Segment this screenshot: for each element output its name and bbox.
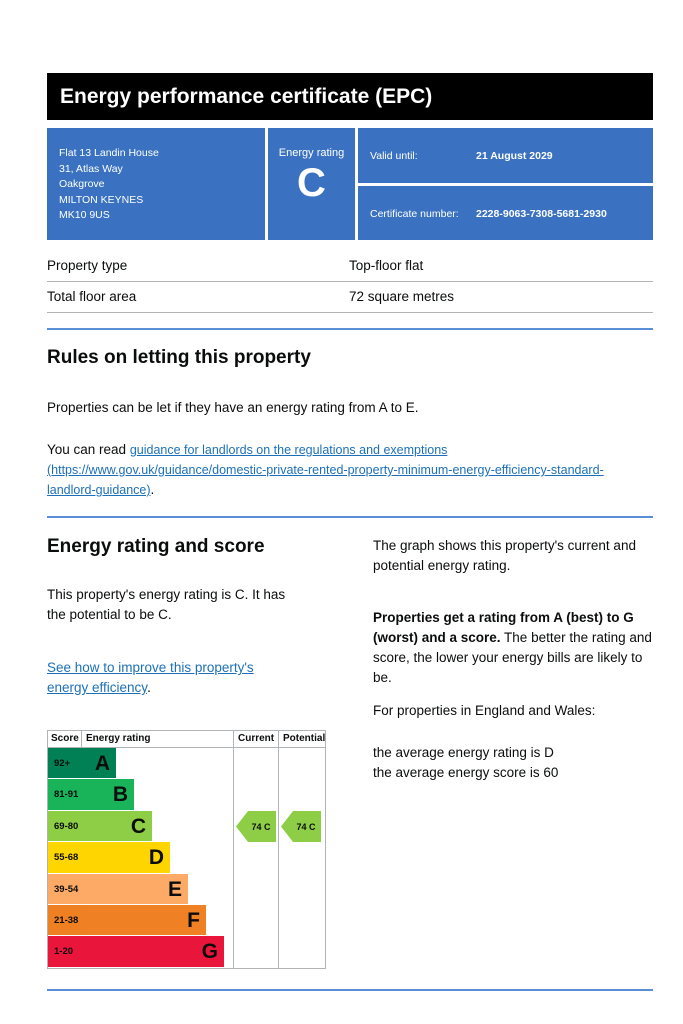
average-score-text: the average energy score is 60 bbox=[373, 765, 559, 780]
band-range: 81-91 bbox=[54, 789, 79, 801]
score-heading: Energy rating and score bbox=[47, 536, 265, 557]
page-title: Energy performance certificate (EPC) bbox=[47, 73, 653, 120]
band-range: 1-20 bbox=[54, 946, 74, 958]
potential-rating-arrow bbox=[281, 811, 321, 842]
band-range: 21-38 bbox=[54, 915, 79, 926]
rating-band-a bbox=[48, 748, 116, 778]
rating-band-e bbox=[48, 874, 188, 904]
band-letter: A bbox=[94, 752, 110, 775]
rating-band-f bbox=[48, 905, 206, 935]
chart-header-current: Current bbox=[238, 733, 275, 744]
rating-band-d bbox=[48, 842, 170, 872]
rating-explanation-bold: Properties get a rating from A (best) to G (worst) and a score. bbox=[373, 610, 634, 645]
chart-header-potential: Potential bbox=[283, 733, 326, 744]
chart-column-divider bbox=[233, 731, 234, 968]
chart-header-score: Score bbox=[51, 733, 79, 744]
guidance-prefix: You can read bbox=[47, 442, 130, 457]
rating-explanation-rest: The better the rating and score, the lower your energy bills are likely to be. bbox=[373, 630, 652, 685]
rules-heading: Rules on letting this property bbox=[47, 347, 311, 368]
rules-guidance-paragraph bbox=[47, 440, 637, 500]
property-type-row bbox=[47, 250, 653, 282]
band-letter: B bbox=[112, 783, 128, 807]
energy-rating-box bbox=[268, 128, 355, 240]
property-address bbox=[47, 128, 265, 240]
guidance-suffix: . bbox=[150, 482, 155, 497]
section-divider bbox=[47, 328, 653, 330]
floor-area-label: Total floor area bbox=[47, 289, 137, 304]
floor-area-row bbox=[47, 281, 653, 313]
valid-until-label: Valid until: bbox=[370, 150, 418, 162]
potential-arrow-label: 74 C bbox=[296, 821, 316, 832]
section-divider bbox=[47, 516, 653, 518]
rating-band-g bbox=[48, 936, 224, 966]
band-letter: C bbox=[130, 814, 146, 838]
address-line: MK10 9US bbox=[59, 209, 110, 221]
rating-band-c bbox=[48, 811, 152, 841]
graph-description: The graph shows this property's current and potential energy rating. bbox=[373, 538, 636, 573]
address-line: MILTON KEYNES bbox=[59, 193, 144, 206]
band-letter: E bbox=[167, 877, 182, 901]
section-divider bbox=[47, 989, 653, 991]
floor-area-value: 72 square metres bbox=[349, 289, 455, 304]
property-type-label: Property type bbox=[47, 258, 128, 273]
current-rating-arrow bbox=[236, 811, 276, 842]
improve-efficiency-link[interactable]: See how to improve this property's energy efficiency bbox=[47, 660, 254, 695]
rules-paragraph: Properties can be let if they have an energy rating from A to E. bbox=[47, 400, 419, 415]
band-letter: D bbox=[148, 846, 164, 870]
improve-suffix: . bbox=[147, 680, 151, 695]
chart-column-divider bbox=[81, 731, 82, 747]
certificate-number-box bbox=[358, 186, 653, 240]
chart-column-divider bbox=[278, 731, 279, 968]
chart-header-rating: Energy rating bbox=[86, 733, 151, 744]
energy-rating-label: Energy rating bbox=[278, 147, 345, 159]
band-range: 69-80 bbox=[54, 820, 79, 832]
rating-band-b bbox=[48, 779, 134, 809]
address-line: Flat 13 Landin House bbox=[59, 147, 159, 159]
current-arrow-label: 74 C bbox=[251, 821, 271, 832]
energy-rating-value: C bbox=[297, 161, 326, 205]
band-range: 39-54 bbox=[54, 883, 79, 895]
property-type-value: Top-floor flat bbox=[349, 258, 424, 273]
valid-until-value: 21 August 2029 bbox=[476, 150, 553, 162]
certificate-number-label: Certificate number: bbox=[370, 208, 459, 220]
score-paragraph: This property's energy rating is C. It has the potential to be C. bbox=[47, 587, 286, 622]
certificate-number-value: 2228-9063-7308-5681-2930 bbox=[476, 208, 607, 220]
guidance-link[interactable]: guidance for landlords on the regulations and exemptions (https://www.gov.uk/guidance/domestic-private-rented-property-minimum-energy-efficiency-standard-landlord-guidance) bbox=[47, 443, 604, 497]
rating-explanation bbox=[373, 608, 655, 688]
energy-rating-chart bbox=[47, 730, 326, 969]
average-rating-text: the average energy rating is D bbox=[373, 745, 554, 760]
band-range: 55-68 bbox=[54, 852, 79, 864]
address-line: 31, Atlas Way bbox=[59, 162, 123, 175]
address-line: Oakgrove bbox=[59, 178, 105, 190]
band-range: 92+ bbox=[54, 758, 71, 769]
band-letter: F bbox=[187, 909, 200, 932]
band-letter: G bbox=[201, 940, 218, 964]
region-paragraph: For properties in England and Wales: bbox=[373, 703, 596, 718]
valid-until-box bbox=[358, 128, 653, 183]
improve-paragraph bbox=[47, 658, 287, 698]
